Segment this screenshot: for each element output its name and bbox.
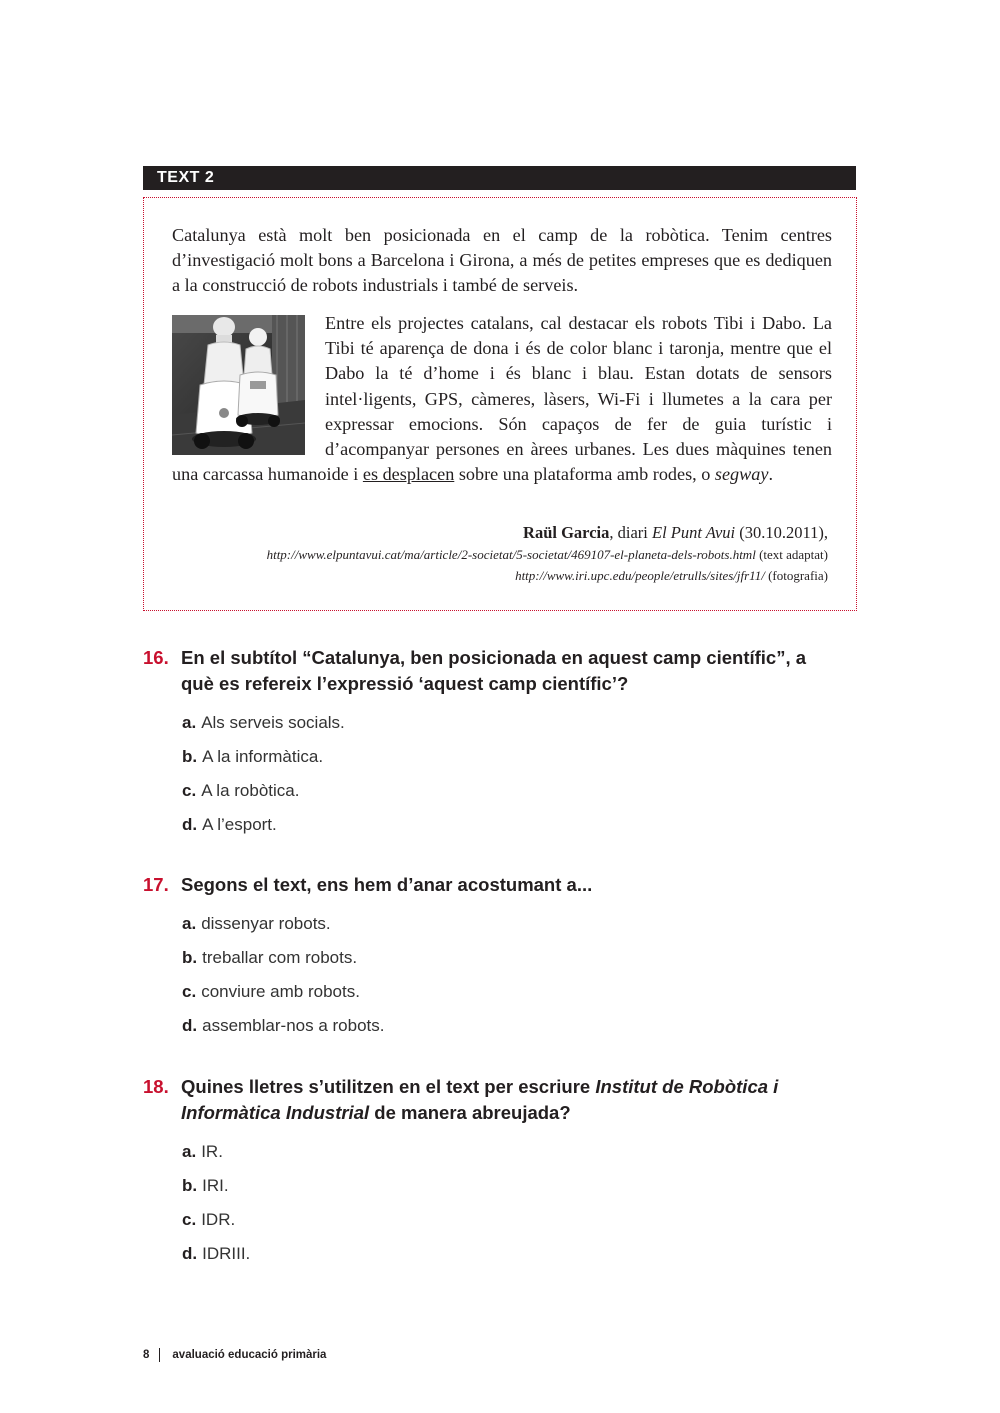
option-b[interactable]: [182, 1169, 831, 1203]
option-text: conviure amb robots.: [201, 982, 360, 1001]
option-text: A la robòtica.: [201, 781, 300, 800]
paragraph-2-text-b: sobre una plataforma amb rodes, o: [458, 464, 711, 485]
question-text: Segons el text, ens hem d’anar acostumant a...: [181, 874, 593, 895]
option-letter: a.: [182, 914, 197, 933]
option-letter: c.: [182, 1210, 197, 1229]
source-diari: , diari: [609, 523, 648, 542]
source-url-photo[interactable]: http://www.iri.upc.edu/people/etrulls/sites/jfr11/: [515, 568, 765, 583]
option-text: A l’esport.: [202, 815, 277, 834]
option-letter: c.: [182, 982, 197, 1001]
source-url-text[interactable]: http://www.elpuntavui.cat/ma/article/2-societat/5-societat/469107-el-planeta-dels-robots.html: [266, 547, 756, 562]
option-c[interactable]: [182, 975, 831, 1009]
option-letter: b.: [182, 1176, 198, 1195]
page-footer: [143, 1348, 326, 1362]
question-number: 18.: [143, 1076, 169, 1097]
question-16: [143, 645, 831, 842]
option-text: IDR.: [201, 1210, 236, 1229]
option-text: IR.: [201, 1142, 223, 1161]
option-c[interactable]: [182, 1203, 831, 1237]
option-a[interactable]: [182, 706, 831, 740]
option-b[interactable]: [182, 941, 831, 975]
source-url-text-note: (text adaptat): [759, 547, 828, 562]
source-author: Raül Garcia: [523, 523, 610, 542]
option-d[interactable]: [182, 808, 831, 842]
paragraph-2-end: .: [768, 464, 773, 485]
source-date: (30.10.2011),: [739, 523, 828, 542]
option-letter: b.: [182, 948, 198, 967]
footer-divider: [159, 1348, 160, 1362]
option-text: IRI.: [202, 1176, 229, 1195]
option-letter: a.: [182, 1142, 197, 1161]
options-list: [182, 706, 831, 842]
option-c[interactable]: [182, 774, 831, 808]
paragraph-2-text: Entre els projectes catalans, cal destacar els robots Tibi i Dabo. La Tibi té aparença de dona i és de color blanc i taronja, mentre que el Dabo la té d’home i és blanc i blau. Estan dotats de sensors intel·ligents, GPS, càmeres, làsers, Wi-Fi i llumetes a la cara per expressar emocions. Són capaços de fer de guia turístic i d’acompanyar persones en àrees urbanes. Les dues màquines tenen una carcassa humanoide i: [172, 313, 832, 485]
source-url-photo-note: (fotografia): [768, 568, 828, 583]
options-list: [182, 907, 831, 1043]
option-letter: a.: [182, 713, 197, 732]
question-text: [181, 1074, 831, 1126]
footer-label: avaluació educació primària: [172, 1349, 327, 1361]
option-letter: c.: [182, 781, 197, 800]
option-a[interactable]: [182, 1135, 831, 1169]
question-17: [143, 872, 831, 1043]
source-newspaper: El Punt Avui: [652, 523, 736, 542]
question-18: [143, 1074, 831, 1271]
underlined-term: es desplacen: [362, 464, 455, 485]
option-text: treballar com robots.: [202, 948, 358, 967]
option-a[interactable]: [182, 907, 831, 941]
option-b[interactable]: [182, 740, 831, 774]
text-box: [143, 197, 857, 611]
option-letter: b.: [182, 747, 198, 766]
option-letter: d.: [182, 1244, 198, 1263]
option-text: IDRIII.: [202, 1244, 251, 1263]
option-text: Als serveis socials.: [201, 713, 345, 732]
page-number: 8: [143, 1349, 150, 1361]
option-text: assemblar-nos a robots.: [202, 1016, 385, 1035]
question-number: 16.: [143, 647, 169, 668]
option-text: dissenyar robots.: [201, 914, 331, 933]
text-header: TEXT 2: [143, 166, 856, 190]
option-text: A la informàtica.: [202, 747, 324, 766]
question-text-prefix: Quines lletres s’utilitzen en el text per escriure: [181, 1076, 591, 1097]
question-text-italic: Institut de Robòtica i Informàtica Industrial: [181, 1076, 779, 1123]
option-d[interactable]: [182, 1237, 831, 1271]
options-list: [182, 1135, 831, 1271]
source-citation: [168, 522, 828, 586]
robots-photo: [172, 315, 305, 455]
question-text-suffix: de manera abreujada?: [374, 1102, 571, 1123]
option-letter: d.: [182, 815, 198, 834]
paragraph-2: [172, 311, 832, 487]
paragraph-1: Catalunya està molt ben posicionada en el camp de la robòtica. Tenim centres d’investigació molt bons a Barcelona i Girona, a més de petites empreses que es dediquen a la construcció de robots industrials i també de serveis.: [172, 225, 832, 296]
option-letter: d.: [182, 1016, 198, 1035]
option-d[interactable]: [182, 1009, 831, 1043]
question-text: En el subtítol “Catalunya, ben posicionada en aquest camp científic”, a què es refereix l’expressió ‘aquest camp científic’?: [181, 647, 807, 694]
segway-term: segway: [714, 464, 769, 485]
question-number: 17.: [143, 874, 169, 895]
